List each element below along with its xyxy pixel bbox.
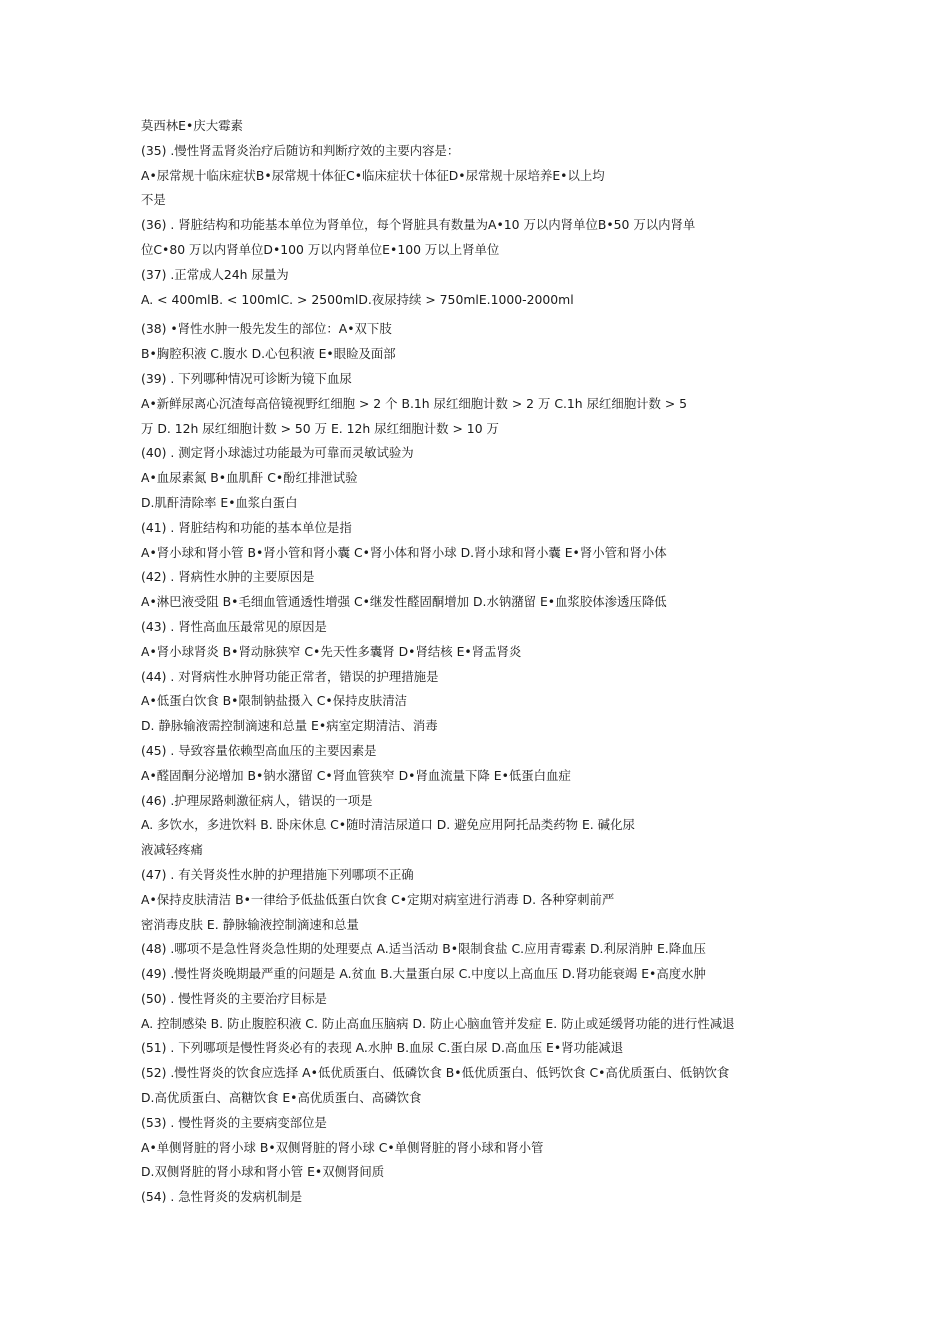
- text-line: D. 静脉输液需控制滴速和总量 E•病室定期清洁、消毒: [141, 718, 438, 734]
- text-line: 万 D. 12h 尿红细胞计数 > 50 万 E. 12h 尿红细胞计数 > 10 万: [141, 420, 499, 436]
- text-line: A. 控制感染 B. 防止腹腔积液 C. 防止高血压脑病 D. 防止心脑血管并发症 E. 防止或延缓肾功能的进行性减退: [141, 1015, 735, 1031]
- text-line: A•低蛋白饮食 B•限制钠盐摄入 C•保持皮肤清洁: [141, 693, 408, 709]
- text-line: 液减轻疼痛: [141, 842, 203, 858]
- question-35: (35) .慢性肾盂肾炎治疗后随访和判断疗效的主要内容是：: [141, 142, 460, 158]
- text-line: A•单侧肾脏的肾小球 B•双侧肾脏的肾小球 C•单侧肾脏的肾小球和肾小管: [141, 1139, 544, 1155]
- question-37: (37) .正常成人24h 尿量为: [141, 266, 289, 282]
- question-39: (39) . 下列哪种情况可诊断为镜下血尿: [141, 370, 352, 386]
- question-45: (45) . 导致容量依赖型高血压的主要因素是: [141, 742, 377, 758]
- question-47: (47) . 有关肾炎性水肿的护理措施下列哪项不正确: [141, 866, 414, 882]
- text-line: A•血尿素氮 B•血肌酐 C•酚红排泄试验: [141, 470, 358, 486]
- text-line: A•尿常规十临床症状B•尿常规十体征C•临床症状十体征D•尿常规十尿培养E•以上均: [141, 167, 605, 183]
- question-52: (52) .慢性肾炎的饮食应选择 A•低优质蛋白、低磷饮食 B•低优质蛋白、低钙饮食 C•高优质蛋白、低钠饮食: [141, 1065, 730, 1081]
- text-line: B•胸腔积液 C.腹水 D.心包积液 E•眼睑及面部: [141, 346, 396, 362]
- question-53: (53) . 慢性肾炎的主要病变部位是: [141, 1114, 327, 1130]
- question-50: (50) . 慢性肾炎的主要治疗目标是: [141, 990, 327, 1006]
- question-54: (54) . 急性肾炎的发病机制是: [141, 1189, 303, 1205]
- text-line: A•肾小球肾炎 B•肾动脉狭窄 C•先天性多囊肾 D•肾结核 E•肾盂肾炎: [141, 643, 522, 659]
- text-line: D.高优质蛋白、高糖饮食 E•高优质蛋白、高磷饮食: [141, 1090, 422, 1106]
- text-line: A•肾小球和肾小管 B•肾小管和肾小囊 C•肾小体和肾小球 D.肾小球和肾小囊 E•肾小管和肾小体: [141, 544, 667, 560]
- question-43: (43) . 肾性高血压最常见的原因是: [141, 618, 327, 634]
- text-line: A•新鲜尿离心沉渣每高倍镜视野红细胞 > 2 个 B.1h 尿红细胞计数 > 2 万 C.1h 尿红细胞计数 > 5: [141, 395, 688, 411]
- text-line: 不是: [141, 192, 166, 208]
- text-line: D.肌酐清除率 E•血浆白蛋白: [141, 494, 298, 510]
- question-36: (36) . 肾脏结构和功能基本单位为肾单位，每个肾脏具有数量为A•10 万以内肾单位B•50 万以内肾单: [141, 217, 696, 233]
- question-38: (38) •肾性水肿一般先发生的部位：A•双下肢: [141, 321, 392, 337]
- question-text-block: [141, 114, 821, 1210]
- text-line: A. 多饮水，多进饮料 B. 卧床休息 C•随时清洁尿道口 D. 避免应用阿托品类药物 E. 碱化尿: [141, 817, 635, 833]
- question-49: (49) .慢性肾炎晚期最严重的问题是 A.贫血 B.大量蛋白尿 C.中度以上高血压 D.肾功能衰竭 E•高度水肿: [141, 966, 706, 982]
- question-44: (44) . 对肾病性水肿肾功能正常者，错误的护理措施是: [141, 668, 439, 684]
- text-line: A•保持皮肤清洁 B•一律给予低盐低蛋白饮食 C•定期对病室进行消毒 D. 各种穿刺前严: [141, 891, 615, 907]
- question-48: (48) .哪项不是急性肾炎急性期的处理要点 A.适当活动 B•限制食盐 C.应用青霉素 D.利尿消肿 E.降血压: [141, 941, 706, 957]
- text-line: 莫西林E•庆大霉素: [141, 118, 243, 133]
- question-42: (42) . 肾病性水肿的主要原因是: [141, 569, 315, 585]
- question-46: (46) .护理尿路刺激征病人，错误的一项是: [141, 792, 373, 808]
- text-line: D.双侧肾脏的肾小球和肾小管 E•双侧肾间质: [141, 1164, 385, 1180]
- text-line: A. < 400mlB. < 100mlC. > 2500mlD.夜尿持续 > 750mlE.1000-2000ml: [141, 291, 574, 307]
- text-line: A•淋巴液受阻 B•毛细血管通透性增强 C•继发性醛固酮增加 D.水钠潴留 E•血浆胶体渗透压降低: [141, 594, 667, 610]
- question-40: (40) . 测定肾小球滤过功能最为可靠而灵敏试验为: [141, 445, 414, 461]
- text-line: 位C•80 万以内肾单位D•100 万以内肾单位E•100 万以上肾单位: [141, 241, 500, 257]
- text-line: A•醛固酮分泌增加 B•钠水潴留 C•肾血管狭窄 D•肾血流量下降 E•低蛋白血症: [141, 767, 571, 783]
- question-41: (41) . 肾脏结构和功能的基本单位是指: [141, 519, 352, 535]
- question-51: (51) . 下列哪项是慢性肾炎必有的表现 A.水肿 B.血尿 C.蛋白尿 D.高血压 E•肾功能减退: [141, 1040, 624, 1056]
- text-line: 密消毒皮肤 E. 静脉输液控制滴速和总量: [141, 916, 359, 932]
